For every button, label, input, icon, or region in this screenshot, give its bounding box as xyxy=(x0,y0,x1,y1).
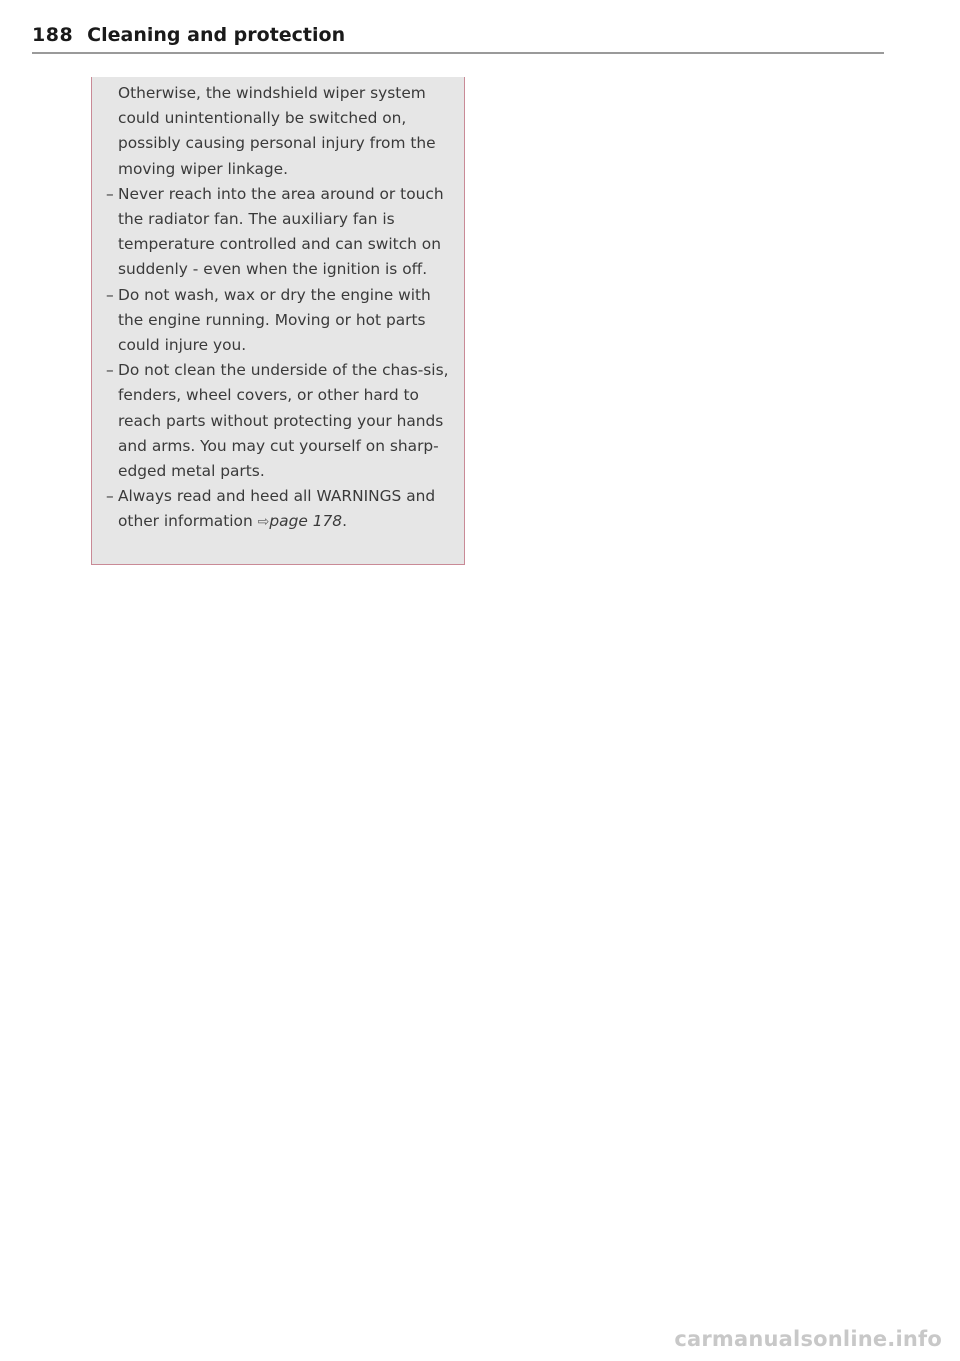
list-item: – Do not wash, wax or dry the engine with the engine running. Moving or hot parts could injure you. xyxy=(106,285,431,355)
list-item-text: Always read and heed all WARNINGS and other information xyxy=(118,487,436,531)
page-header xyxy=(32,24,884,54)
section-title: Cleaning and protection xyxy=(87,24,346,46)
watermark: carmanualsonline.info xyxy=(674,1327,942,1351)
list-item: – Never reach into the area around or touch the radiator fan. The auxiliary fan is temperature controlled and can switch on suddenly - even when the ignition is off. xyxy=(106,184,444,279)
warning-intro: Otherwise, the windshield wiper system could unintentionally be switched on, possibly causing personal injury from the moving wiper linkage. xyxy=(118,84,436,178)
right-arrow-icon: ⇨ xyxy=(257,514,270,531)
list-item: – Always read and heed all WARNINGS and other information ⇨page 178. xyxy=(106,487,436,531)
page-number: 188 xyxy=(32,24,74,46)
list-item-text: Do not clean the underside of the chas-sis, fenders, wheel covers, or other hard to reach parts without protecting your hands and arms. You may cut yourself on sharp-edged metal parts. xyxy=(118,361,449,481)
list-item: – Do not clean the underside of the chas-sis, fenders, wheel covers, or other hard to reach parts without protecting your hands and arms. You may cut yourself on sharp-edged metal parts. xyxy=(106,361,449,481)
warning-list xyxy=(106,182,452,536)
list-item-text: Never reach into the area around or touch the radiator fan. The auxiliary fan is temperature controlled and can switch on suddenly - even when the ignition is off. xyxy=(118,184,444,279)
page-reference-link[interactable]: page 178 xyxy=(269,512,343,531)
warning-box xyxy=(91,77,465,565)
list-item-text: Do not wash, wax or dry the engine with the engine running. Moving or hot parts could injure you. xyxy=(118,285,431,355)
